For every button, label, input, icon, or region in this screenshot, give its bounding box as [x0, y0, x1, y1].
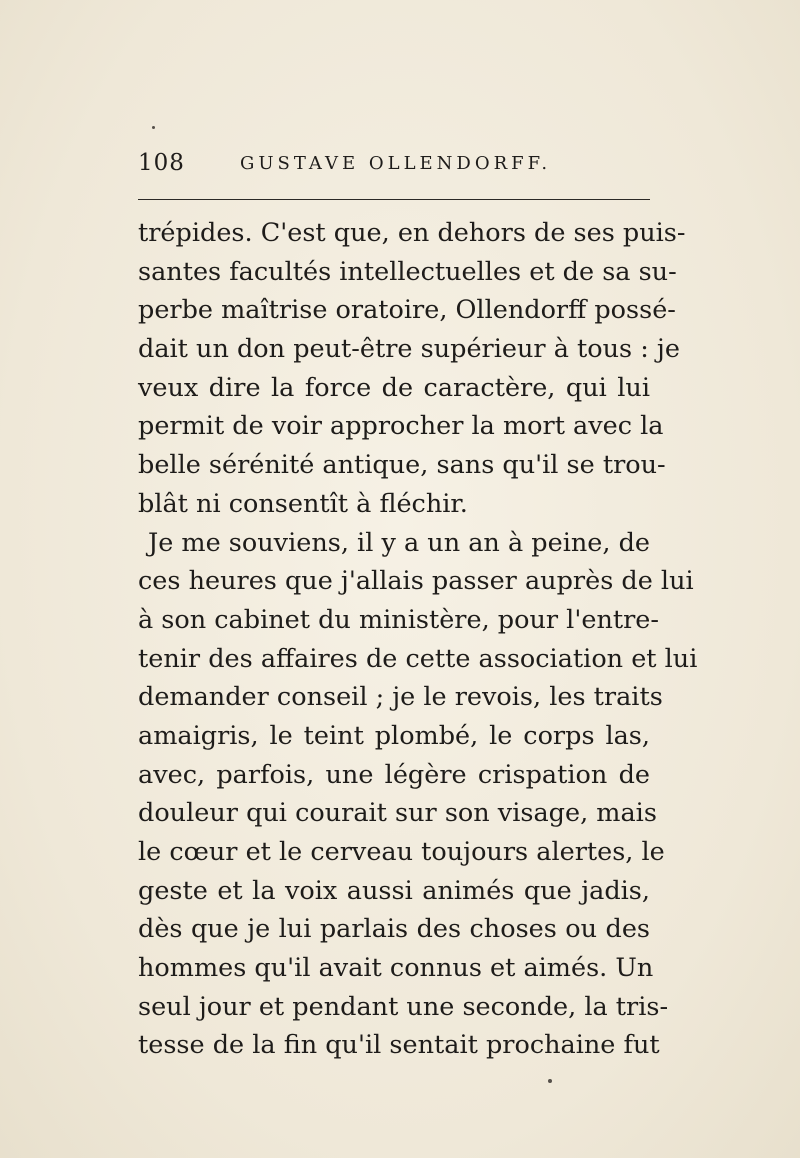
text-line: seul jour et pendant une seconde, la tris-: [138, 991, 669, 1022]
text-line: demander conseil ; je le revois, les traits: [138, 682, 663, 713]
text-line: tesse de la fin qu'il sentait prochaine fut: [138, 1030, 660, 1061]
text-line: tenir des affaires de cette association et lui: [138, 643, 698, 674]
body-text: [138, 214, 698, 1065]
text-line: ces heures que j'allais passer auprès de lui: [138, 566, 694, 597]
text-line: dès que je lui parlais des choses ou des: [138, 914, 650, 945]
text-line: permit de voir approcher la mort avec la: [138, 411, 664, 442]
text-line: blât ni consentît à fléchir.: [138, 488, 468, 519]
text-line: belle sérénité antique, sans qu'il se trou-: [138, 450, 666, 481]
text-line: dait un don peut-être supérieur à tous : je: [138, 334, 680, 365]
text-line: trépides. C'est que, en dehors de ses puis-: [138, 218, 686, 248]
page-header: [138, 150, 650, 178]
text-line: geste et la voix aussi animés que jadis,: [138, 875, 650, 906]
text-line: douleur qui courait sur son visage, mais: [138, 798, 657, 829]
text-line: perbe maîtrise oratoire, Ollendorff possé-: [138, 295, 676, 326]
ink-speck: [152, 126, 155, 129]
text-line: Je me souviens, il y a un an à peine, de: [148, 527, 650, 558]
running-head: GUSTAVE OLLENDORFF.: [240, 153, 552, 174]
text-line: hommes qu'il avait connus et aimés. Un: [138, 953, 654, 984]
text-line: avec, parfois, une légère crispation de: [138, 759, 650, 790]
text-line: santes facultés intellectuelles et de sa su-: [138, 256, 677, 287]
text-line: veux dire la force de caractère, qui lui: [138, 372, 650, 403]
text-line: le cœur et le cerveau toujours alertes, le: [138, 837, 665, 867]
page-number: 108: [138, 150, 185, 176]
text-line: à son cabinet du ministère, pour l'entre-: [138, 604, 660, 635]
header-rule: [138, 199, 650, 200]
text-line: amaigris, le teint plombé, le corps las,: [138, 720, 650, 751]
ink-speck: [548, 1079, 552, 1083]
